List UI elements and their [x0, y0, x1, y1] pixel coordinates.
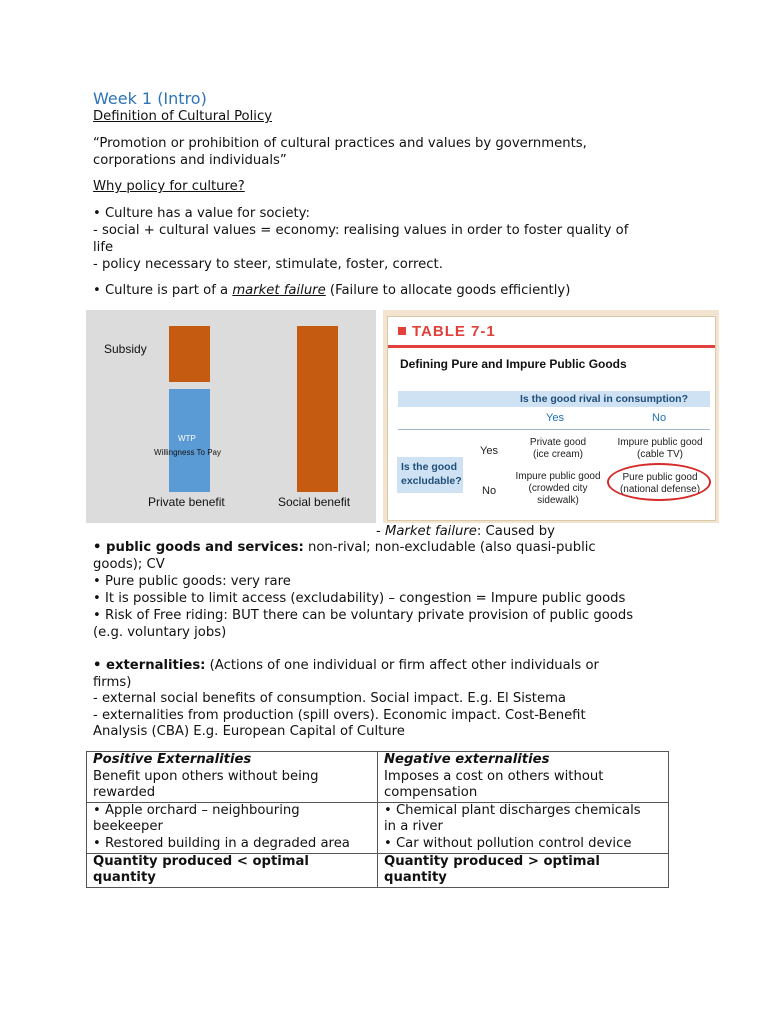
external-production-line-2: Analysis (CBA) E.g. European Capital of Culture	[93, 724, 405, 739]
rival-question: Is the good rival in consumption?	[520, 393, 689, 405]
market-failure-bullet-post: (Failure to allocate goods efficiently)	[325, 283, 571, 298]
externalities-line-2: firms)	[93, 675, 132, 690]
table-row	[87, 853, 669, 887]
cell-pure-public-good-line-1: Pure public good	[622, 472, 698, 483]
external-social-line: - external social benefits of consumption. Social impact. E.g. El Sistema	[93, 691, 567, 706]
positive-header: Positive Externalities	[93, 752, 252, 767]
cell-impure-cable-line-1: Impure public good	[617, 437, 703, 448]
positive-header-cell	[87, 752, 378, 803]
pure-public-goods-bullet: • Pure public goods: very rare	[93, 574, 291, 589]
negative-quantity-cell	[378, 853, 669, 887]
table-row	[87, 802, 669, 853]
public-goods-bullet	[93, 539, 596, 556]
subsidy-figure	[86, 310, 376, 523]
table-figure-inner	[387, 316, 716, 521]
cell-impure-sidewalk-line-1: Impure public good	[515, 471, 601, 482]
negative-desc-line-2: compensation	[384, 785, 478, 801]
market-failure-bullet-pre: • Culture is part of a	[93, 283, 233, 298]
positive-example-2: • Restored building in a degraded area	[93, 835, 350, 851]
table-badge: TABLE 7-1	[412, 323, 496, 340]
private-benefit-label: Private benefit	[148, 495, 225, 509]
wtp-full-label: Willingness To Pay	[154, 448, 221, 457]
caused-by-post: : Caused by	[476, 524, 555, 539]
caused-by-line	[376, 523, 555, 540]
table-badge-square	[398, 327, 406, 335]
definition-quote-line-2: corporations and individuals”	[93, 153, 287, 168]
public-goods-bullet-rest: non-rival; non-excludable (also quasi-public	[303, 540, 596, 555]
positive-examples-cell	[87, 802, 378, 853]
cell-impure-cable-line-2: (cable TV)	[637, 449, 683, 460]
cell-pure-public-good-line-2: (national defense)	[619, 484, 701, 495]
caused-by-pre: -	[376, 524, 385, 539]
excludable-question-2: excludable?	[401, 475, 462, 487]
value-line-1: - social + cultural values = economy: realising values in order to foster quality of	[93, 223, 629, 238]
week-heading: Week 1 (Intro)	[93, 89, 207, 108]
negative-header-cell	[378, 752, 669, 803]
market-failure-bullet	[93, 282, 570, 299]
externalities-bullet-rest: (Actions of one individual or firm affect other individuals or	[205, 658, 599, 673]
caused-by-term: Market failure	[384, 524, 477, 539]
negative-examples-cell	[378, 802, 669, 853]
negative-desc-line-1: Imposes a cost on others without	[384, 768, 604, 784]
row-yes: Yes	[480, 445, 498, 457]
value-line-3: - policy necessary to steer, stimulate, foster, correct.	[93, 257, 443, 272]
subsidy-label: Subsidy	[104, 342, 147, 356]
free-riding-line-1: • Risk of Free riding: BUT there can be voluntary private provision of public goods	[93, 608, 634, 623]
limit-access-bullet: • It is possible to limit access (excludability) – congestion = Impure public goods	[93, 591, 626, 606]
subsidy-bar	[169, 326, 210, 382]
highlight-circle	[607, 463, 711, 501]
table-badge-rule	[388, 345, 715, 348]
definition-quote-line-1: “Promotion or prohibition of cultural practices and values by governments,	[93, 136, 587, 151]
definition-heading: Definition of Cultural Policy	[93, 109, 273, 124]
value-line-2: life	[93, 240, 114, 255]
cell-private-good-line-1: Private good	[529, 437, 587, 448]
social-benefit-label: Social benefit	[278, 495, 351, 509]
public-goods-line-2: goods); CV	[93, 557, 165, 572]
market-failure-term: market failure	[232, 283, 326, 298]
negative-quantity-line-1: Quantity produced > optimal	[384, 853, 600, 869]
positive-example-1a: • Apple orchard – neighbouring	[93, 802, 300, 818]
positive-quantity-cell	[87, 853, 378, 887]
negative-example-2: • Car without pollution control device	[384, 835, 632, 851]
excludable-question-1: Is the good	[401, 461, 457, 473]
table-title: Defining Pure and Impure Public Goods	[400, 357, 627, 371]
external-production-line-1: - externalities from production (spill overs). Economic impact. Cost-Benefit	[93, 708, 586, 723]
row-no: No	[482, 485, 497, 497]
value-bullet: • Culture has a value for society:	[93, 206, 310, 221]
cell-impure-cable	[610, 437, 710, 461]
negative-example-1b: in a river	[384, 819, 443, 835]
public-goods-bullet-bold: • public goods and services:	[93, 540, 304, 555]
public-goods-table-figure	[383, 310, 719, 523]
positive-quantity-line-2: quantity	[93, 870, 156, 886]
positive-desc-line-1: Benefit upon others without being	[93, 768, 319, 784]
positive-example-1b: beekeeper	[93, 819, 163, 835]
cell-impure-sidewalk-line-2: (crowded city	[528, 483, 588, 494]
externalities-bullet-bold: • externalities:	[93, 658, 206, 673]
cell-private-good	[510, 437, 606, 461]
wtp-label: WTP	[178, 434, 196, 443]
positive-desc-line-2: rewarded	[93, 785, 156, 801]
cell-private-good-line-2: (ice cream)	[532, 449, 583, 460]
column-yes: Yes	[546, 412, 564, 424]
externalities-table	[86, 751, 669, 888]
table-rule	[398, 429, 710, 430]
free-riding-line-2: (e.g. voluntary jobs)	[93, 625, 227, 640]
externalities-bullet	[93, 657, 599, 674]
column-no: No	[652, 412, 667, 424]
negative-header: Negative externalities	[384, 752, 550, 767]
cell-impure-sidewalk	[506, 471, 610, 507]
social-benefit-bar	[297, 326, 338, 492]
cell-impure-sidewalk-line-3: sidewalk)	[537, 495, 579, 506]
positive-quantity-line-1: Quantity produced < optimal	[93, 853, 309, 869]
why-policy-heading: Why policy for culture?	[93, 179, 245, 194]
negative-example-1a: • Chemical plant discharges chemicals	[384, 802, 641, 818]
table-row	[87, 752, 669, 803]
negative-quantity-line-2: quantity	[384, 870, 447, 886]
